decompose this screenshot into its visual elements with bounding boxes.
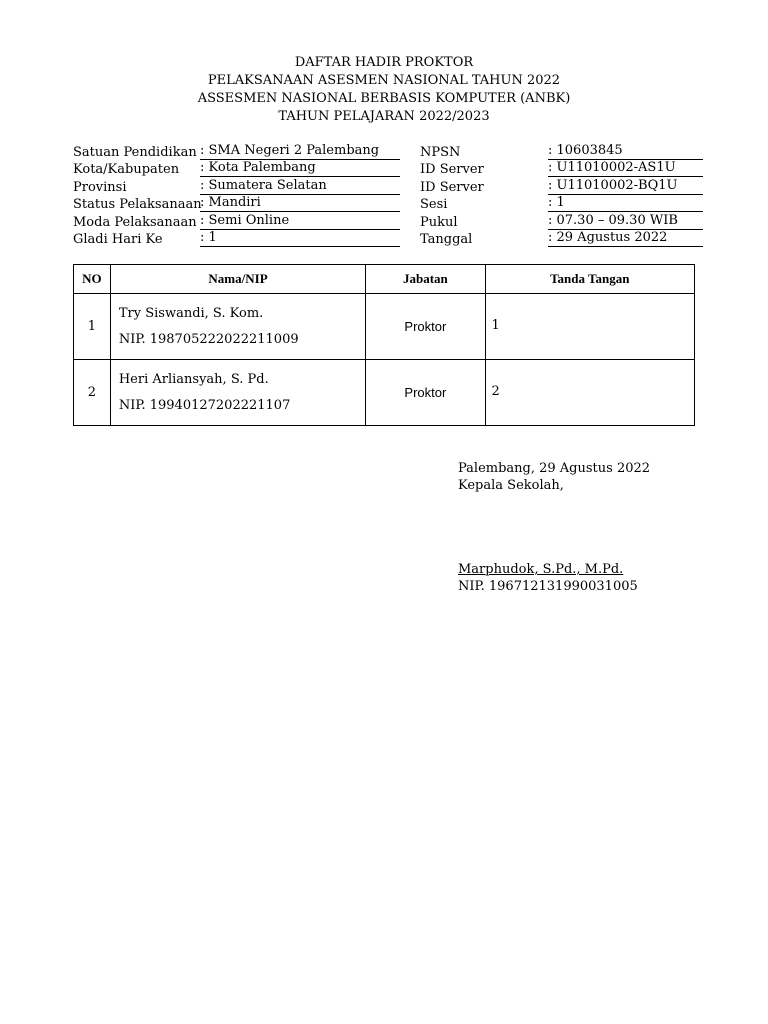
- cell-nama-nip: [110, 360, 365, 426]
- header-tanda-tangan: Tanda Tangan: [485, 265, 694, 294]
- table-row: [74, 360, 695, 426]
- info-row: [420, 195, 703, 213]
- info-label: NPSN: [420, 144, 461, 160]
- info-label: Sesi: [420, 197, 448, 212]
- attendance-table: [73, 264, 695, 426]
- info-label: Satuan Pendidikan: [73, 144, 197, 160]
- info-value: : 07.30 – 09.30 WIB: [548, 213, 703, 230]
- info-row: [73, 160, 400, 178]
- proctor-nip: NIP. 198705222022211009: [118, 331, 299, 347]
- info-value: : Semi Online: [200, 213, 400, 230]
- info-label: ID Server: [420, 162, 484, 177]
- table-header-row: [74, 265, 695, 294]
- info-row: [73, 212, 400, 230]
- info-row: [73, 230, 400, 248]
- info-value: : 10603845: [548, 143, 703, 160]
- info-label: Kota/Kabupaten: [73, 162, 180, 177]
- info-value: : 29 Agustus 2022: [548, 230, 703, 247]
- header-nama-nip: Nama/NIP: [110, 265, 365, 294]
- table-row: [74, 294, 695, 360]
- info-value: : U11010002-AS1U: [548, 160, 703, 177]
- cell-tanda-tangan: [485, 294, 694, 360]
- info-label: Provinsi: [73, 179, 127, 195]
- title-line-3: ASSESMEN NASIONAL BERBASIS KOMPUTER (ANBK): [197, 91, 571, 106]
- info-row: [420, 230, 703, 248]
- cell-nama-nip: [110, 294, 365, 360]
- proctor-name: Heri Arliansyah, S. Pd.: [118, 371, 269, 387]
- info-label: Gladi Hari Ke: [73, 232, 163, 247]
- title-line-2: PELAKSANAAN ASESMEN NASIONAL TAHUN 2022: [207, 73, 561, 88]
- cell-no: 2: [74, 360, 111, 426]
- signature-block: [458, 460, 650, 595]
- signature-number: 1: [491, 318, 500, 333]
- document-title: [0, 54, 768, 126]
- info-label: ID Server: [420, 179, 484, 195]
- title-line-1: DAFTAR HADIR PROKTOR: [294, 55, 474, 70]
- info-row: [420, 212, 703, 230]
- info-row: [420, 177, 703, 195]
- info-value: : Sumatera Selatan: [200, 178, 400, 195]
- info-value: : U11010002-BQ1U: [548, 178, 703, 195]
- title-line-4: TAHUN PELAJARAN 2022/2023: [278, 109, 490, 124]
- signatory-name: Marphudok, S.Pd., M.Pd.: [458, 562, 624, 577]
- info-row: [73, 195, 400, 213]
- cell-tanda-tangan: [485, 360, 694, 426]
- info-row: [73, 142, 400, 160]
- signature-number: 2: [491, 384, 500, 399]
- cell-jabatan: Proktor: [366, 360, 485, 426]
- cell-jabatan: Proktor: [366, 294, 485, 360]
- info-value: : 1: [548, 195, 703, 212]
- info-row: [420, 142, 703, 160]
- info-label: Tanggal: [420, 232, 473, 247]
- info-label: Status Pelaksanaan: [73, 197, 202, 212]
- info-value: : Mandiri: [200, 195, 400, 212]
- info-value: : 1: [200, 230, 400, 247]
- proctor-name: Try Siswandi, S. Kom.: [118, 305, 264, 321]
- info-value: : Kota Palembang: [200, 160, 400, 177]
- info-label: Moda Pelaksanaan: [73, 214, 197, 230]
- info-row: [420, 160, 703, 178]
- info-label: Pukul: [420, 214, 458, 230]
- cell-no: 1: [74, 294, 111, 360]
- info-value: : SMA Negeri 2 Palembang: [200, 143, 400, 160]
- info-right: [420, 142, 703, 247]
- header-no: NO: [74, 265, 111, 294]
- info-row: [73, 177, 400, 195]
- proctor-nip: NIP. 19940127202221107: [118, 397, 291, 413]
- info-left: [73, 142, 400, 247]
- signature-place-date: Palembang, 29 Agustus 2022: [458, 461, 651, 476]
- signature-position: Kepala Sekolah,: [458, 478, 564, 493]
- signatory-nip: NIP. 196712131990031005: [458, 579, 638, 594]
- header-jabatan: Jabatan: [366, 265, 485, 294]
